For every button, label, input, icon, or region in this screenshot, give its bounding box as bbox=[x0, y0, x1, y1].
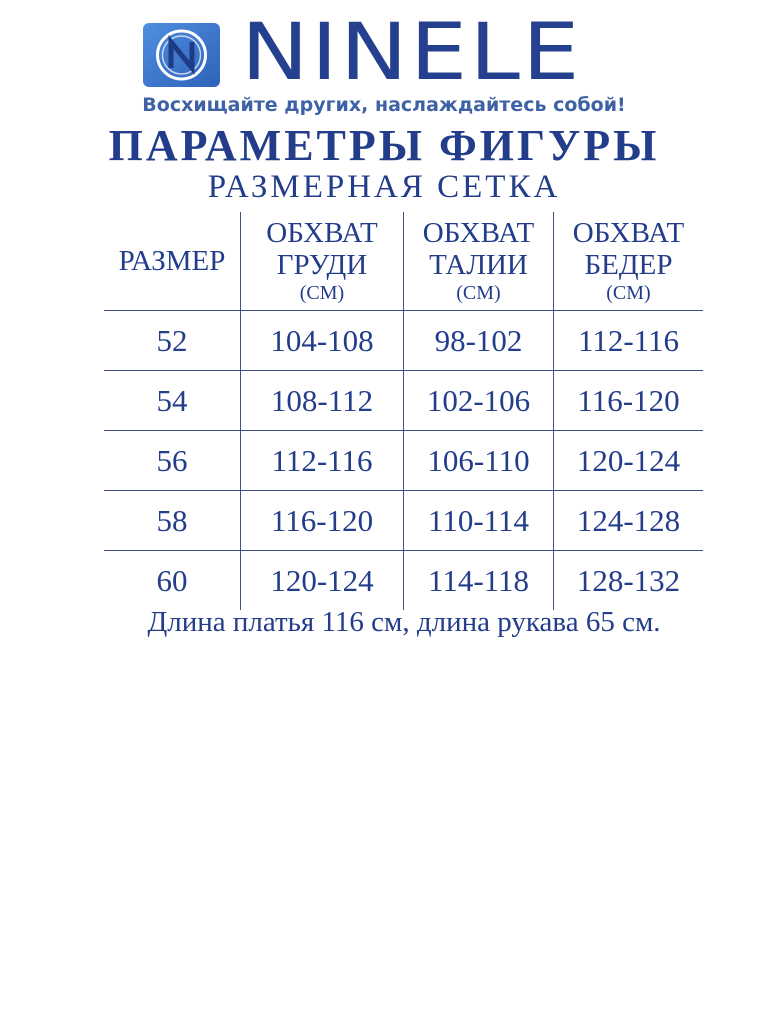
table-header-row bbox=[104, 212, 703, 311]
cell-hips: 128-132 bbox=[553, 551, 703, 610]
cell-hips: 112-116 bbox=[553, 311, 703, 370]
cell-size: 52 bbox=[156, 322, 188, 358]
cell-hips: 124-128 bbox=[553, 491, 703, 550]
cell-chest: 104-108 bbox=[240, 311, 403, 370]
cell-chest: 120-124 bbox=[240, 551, 403, 610]
table-row bbox=[104, 431, 703, 491]
cell-size: 54 bbox=[156, 382, 188, 418]
header-unit: (СМ) bbox=[606, 282, 651, 304]
garment-length-note: Длина платья 116 см, длина рукава 65 см. bbox=[147, 606, 661, 638]
header-waist bbox=[403, 212, 553, 310]
page-subtitle: РАЗМЕРНАЯ СЕТКА bbox=[207, 169, 561, 205]
header-chest bbox=[240, 212, 403, 310]
table-row bbox=[104, 491, 703, 551]
cell-chest: 112-116 bbox=[240, 431, 403, 490]
header-label: РАЗМЕР bbox=[118, 244, 226, 277]
cell-hips: 120-124 bbox=[553, 431, 703, 490]
header-label: ТАЛИИ bbox=[429, 249, 528, 281]
n-monogram-icon bbox=[143, 23, 220, 87]
cell-waist: 106-110 bbox=[403, 431, 553, 490]
header-label: ОБХВАТ bbox=[422, 217, 535, 249]
table-row bbox=[104, 371, 703, 431]
brand-name: NINELE bbox=[241, 8, 582, 98]
header-unit: (СМ) bbox=[456, 282, 501, 304]
cell-size: 58 bbox=[156, 502, 188, 538]
cell-hips: 116-120 bbox=[553, 371, 703, 430]
cell-chest: 116-120 bbox=[240, 491, 403, 550]
header-label: ГРУДИ bbox=[276, 249, 368, 281]
header-label: ОБХВАТ bbox=[572, 217, 685, 249]
cell-waist: 102-106 bbox=[403, 371, 553, 430]
header-label: ОБХВАТ bbox=[266, 217, 378, 249]
cell-waist: 98-102 bbox=[403, 311, 553, 370]
cell-chest: 108-112 bbox=[240, 371, 403, 430]
cell-waist: 110-114 bbox=[403, 491, 553, 550]
cell-waist: 114-118 bbox=[403, 551, 553, 610]
brand-logo bbox=[143, 8, 643, 98]
header-label: БЕДЕР bbox=[584, 249, 673, 281]
header-hips bbox=[553, 212, 703, 310]
header-size bbox=[104, 212, 240, 310]
header-unit: (СМ) bbox=[299, 282, 345, 304]
table-row bbox=[104, 311, 703, 371]
cell-size: 60 bbox=[156, 562, 188, 598]
page-title: ПАРАМЕТРЫ ФИГУРЫ bbox=[108, 121, 660, 170]
size-table bbox=[104, 212, 703, 610]
brand-tagline: Восхищайте других, наслаждайтесь собой! bbox=[142, 94, 626, 116]
table-row bbox=[104, 551, 703, 610]
cell-size: 56 bbox=[156, 442, 188, 478]
